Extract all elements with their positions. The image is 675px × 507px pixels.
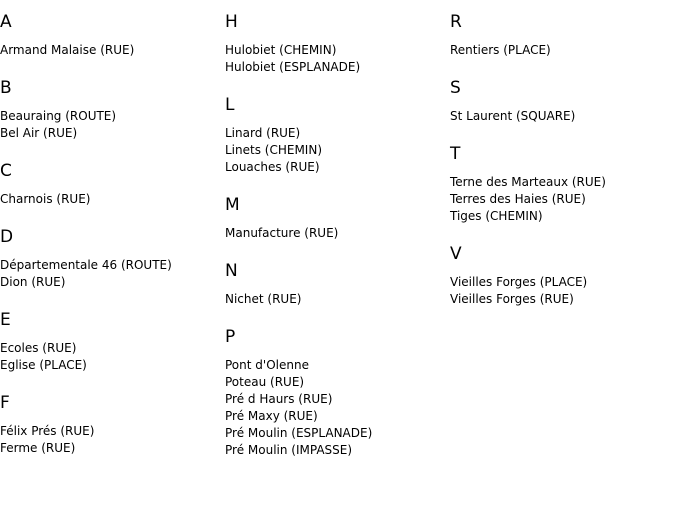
letter-heading: F (0, 393, 10, 413)
street-link[interactable]: Beauraing (ROUTE) (0, 109, 117, 123)
street-link[interactable]: Hulobiet (ESPLANADE) (225, 60, 361, 74)
street-link[interactable]: Vieilles Forges (PLACE) (450, 275, 588, 289)
letter-heading: E (0, 310, 11, 330)
street-list (450, 274, 670, 308)
street-index-column-1 (0, 11, 220, 475)
letter-group (450, 77, 670, 125)
street-link[interactable]: St Laurent (SQUARE) (450, 109, 576, 123)
letter-heading: S (450, 78, 461, 98)
letter-heading: C (0, 161, 12, 181)
letter-group (0, 11, 220, 59)
street-link[interactable]: Rentiers (PLACE) (450, 43, 551, 57)
street-link[interactable]: Charnois (RUE) (0, 192, 91, 206)
street-list (450, 108, 670, 125)
street-link[interactable]: Pré Moulin (ESPLANADE) (225, 426, 373, 440)
letter-heading: B (0, 78, 12, 98)
letter-group (225, 326, 445, 459)
letter-group (225, 194, 445, 242)
street-link[interactable]: Départementale 46 (ROUTE) (0, 258, 172, 272)
street-link[interactable]: Hulobiet (CHEMIN) (225, 43, 337, 57)
letter-heading: M (225, 195, 240, 215)
letter-heading: D (0, 227, 14, 247)
street-link[interactable]: Armand Malaise (RUE) (0, 43, 135, 57)
street-list (0, 257, 220, 291)
letter-group (0, 77, 220, 142)
street-link[interactable]: Linard (RUE) (225, 126, 301, 140)
street-link[interactable]: Terne des Marteaux (RUE) (450, 175, 606, 189)
street-link[interactable]: Poteau (RUE) (225, 375, 305, 389)
letter-group (0, 226, 220, 291)
street-link[interactable]: Ferme (RUE) (0, 441, 76, 455)
street-link[interactable]: Nichet (RUE) (225, 292, 302, 306)
letter-group (450, 143, 670, 225)
letter-group (450, 11, 670, 59)
street-list (450, 42, 670, 59)
street-list (0, 423, 220, 457)
letter-heading: N (225, 261, 238, 281)
street-index-column-2 (225, 11, 445, 477)
letter-heading: A (0, 12, 12, 32)
street-link[interactable]: Dion (RUE) (0, 275, 66, 289)
street-list (225, 42, 445, 76)
street-link[interactable]: Eglise (PLACE) (0, 358, 87, 372)
letter-group (225, 11, 445, 76)
letter-heading: R (450, 12, 462, 32)
letter-heading: H (225, 12, 238, 32)
street-link[interactable]: Tiges (CHEMIN) (450, 209, 543, 223)
street-link[interactable]: Félix Prés (RUE) (0, 424, 95, 438)
street-list (225, 291, 445, 308)
letter-heading: V (450, 244, 462, 264)
letter-group (225, 260, 445, 308)
street-link[interactable]: Linets (CHEMIN) (225, 143, 322, 157)
street-list (0, 108, 220, 142)
letter-heading: L (225, 95, 235, 115)
street-link[interactable]: Pont d'Olenne (225, 358, 309, 372)
street-list (225, 125, 445, 176)
letter-group (0, 392, 220, 457)
street-link[interactable]: Pré Moulin (IMPASSE) (225, 443, 353, 457)
street-link[interactable]: Manufacture (RUE) (225, 226, 339, 240)
street-link[interactable]: Vieilles Forges (RUE) (450, 292, 574, 306)
street-link[interactable]: Terres des Haies (RUE) (450, 192, 586, 206)
letter-group (0, 309, 220, 374)
letter-heading: P (225, 327, 236, 347)
street-list (225, 225, 445, 242)
street-index-column-3 (450, 11, 670, 326)
letter-group (225, 94, 445, 176)
letter-heading: T (450, 144, 461, 164)
letter-group (450, 243, 670, 308)
street-link[interactable]: Ecoles (RUE) (0, 341, 77, 355)
street-list (0, 340, 220, 374)
street-link[interactable]: Pré d Haurs (RUE) (225, 392, 333, 406)
street-list (225, 357, 445, 459)
street-link[interactable]: Louaches (RUE) (225, 160, 320, 174)
street-link[interactable]: Pré Maxy (RUE) (225, 409, 318, 423)
street-list (450, 174, 670, 225)
street-list (0, 42, 220, 59)
street-link[interactable]: Bel Air (RUE) (0, 126, 78, 140)
street-list (0, 191, 220, 208)
letter-group (0, 160, 220, 208)
